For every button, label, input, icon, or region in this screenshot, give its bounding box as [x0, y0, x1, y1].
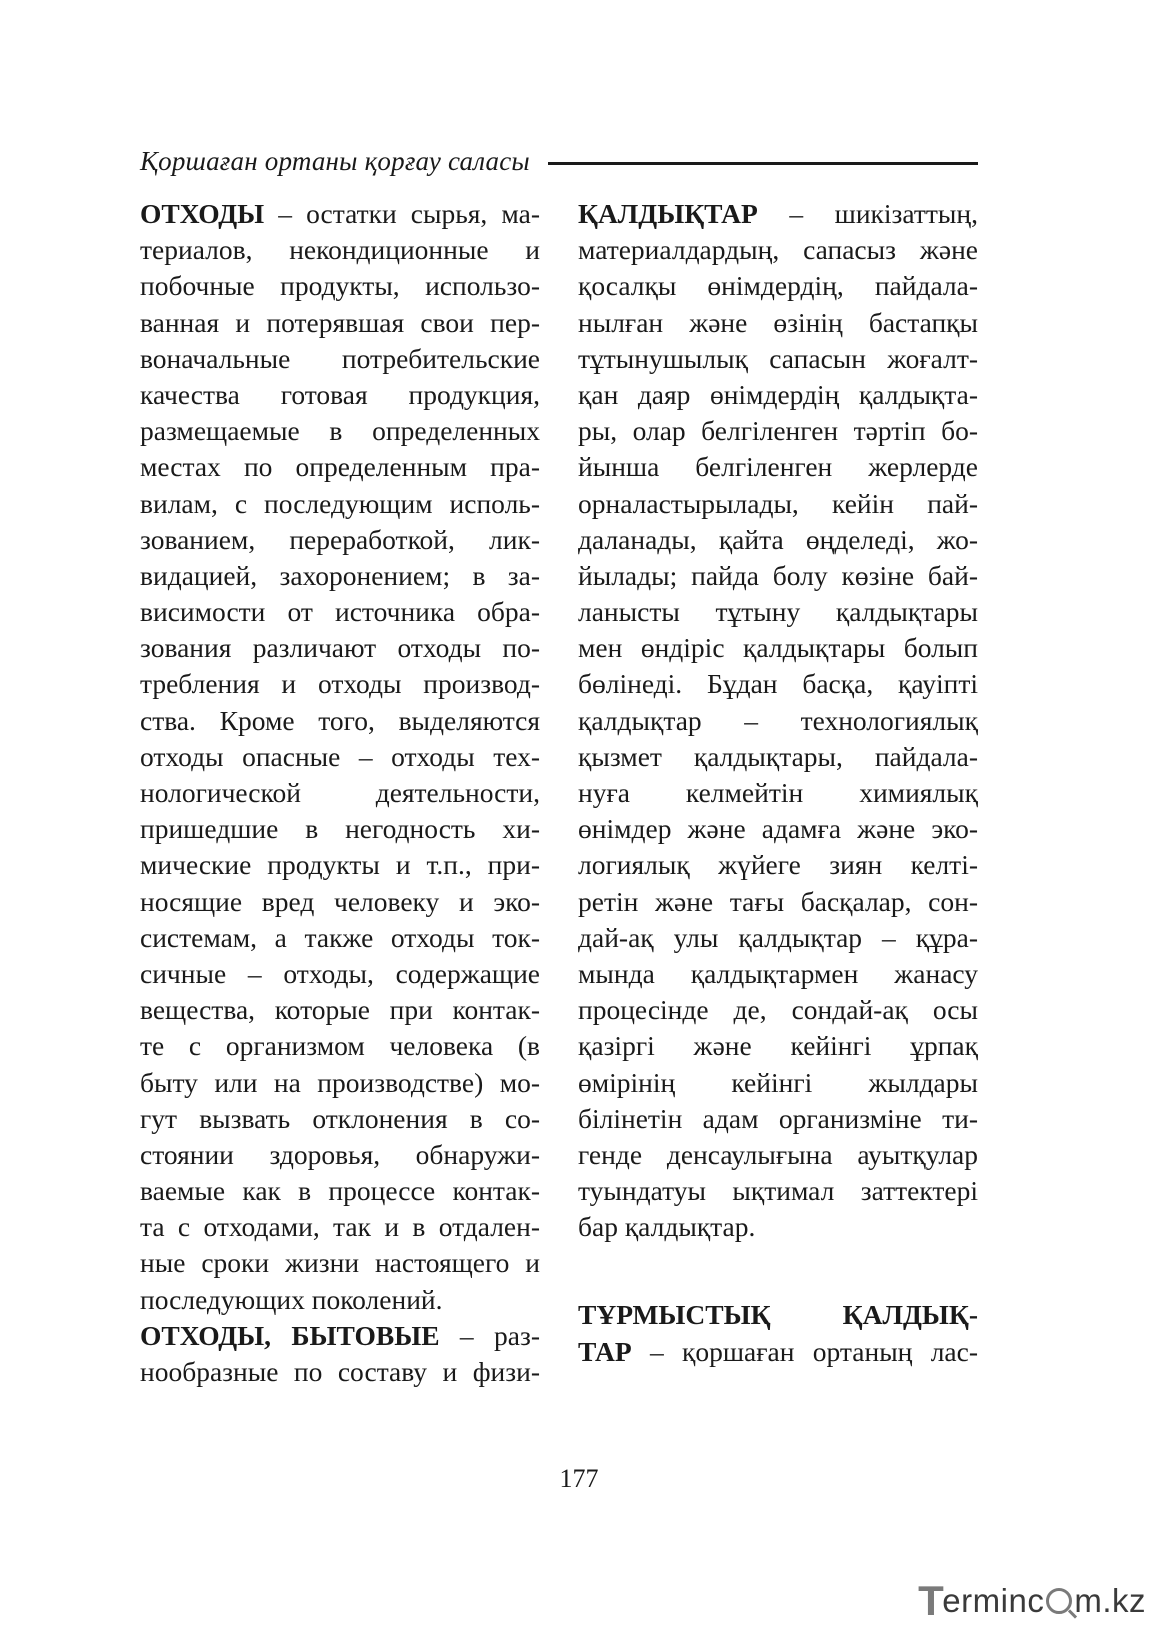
- entry-line: размещаемые в определенных: [140, 415, 540, 447]
- entry-line: отходы опасные – отходы тех-: [140, 740, 540, 772]
- entry-line: носящие вред человеку и эко-: [140, 885, 540, 917]
- entry-line: мен өндіріс қалдықтары болып: [578, 632, 978, 664]
- entry-line: бөлінеді. Бұдан басқа, қауіпті: [578, 668, 978, 700]
- entry-line: зования различают отходы по-: [140, 632, 540, 664]
- entry-line: мында қалдықтармен жанасу: [578, 957, 978, 989]
- entry-line: тұтынушылық сапасын жоғалт-: [578, 342, 978, 374]
- entry-line: местах по определенным пра-: [140, 451, 540, 483]
- header-rule: [548, 162, 978, 165]
- entry-line: ОТХОДЫ, БЫТОВЫЕ – раз-: [140, 1319, 540, 1351]
- left-column: [140, 196, 540, 1390]
- entry-line: вещества, которые при контак-: [140, 994, 540, 1026]
- entry-line: требления и отходы производ-: [140, 668, 540, 700]
- entry-line: нуға келмейтін химиялық: [578, 777, 978, 808]
- entry-line: қызмет қалдықтары, пайдала-: [578, 740, 978, 772]
- entry-term: ТАР: [578, 1335, 632, 1367]
- entry-line: нологической деятельности,: [140, 777, 540, 808]
- entry-line: орналастырылады, кейін пай-: [578, 487, 978, 519]
- watermark-text: erminc: [942, 1582, 1045, 1619]
- entry-line: нылған және өзінің бастапқы: [578, 306, 978, 338]
- entry-line: ры, олар белгіленген тәртіп бо-: [578, 415, 978, 447]
- entry-line: ТАР – қоршаған ортаның лас-: [578, 1335, 978, 1367]
- entry-line: побочные продукты, использо-: [140, 270, 540, 302]
- entry-line: те с организмом человека (в: [140, 1030, 540, 1062]
- entry-line: йылады; пайда болу көзіне бай-: [578, 559, 978, 591]
- entry-line: өнімдер және адамға және эко-: [578, 813, 978, 845]
- entry-spacer: [578, 1245, 978, 1297]
- page-number: 177: [559, 1464, 599, 1493]
- entry-line: ретін және тағы басқалар, сон-: [578, 885, 978, 917]
- entry-line: нообразные по составу и физи-: [140, 1356, 540, 1387]
- termincom-watermark: [918, 1577, 1146, 1625]
- magnifier-icon: [1046, 1588, 1072, 1614]
- entry-line: генде денсаулығына ауытқулар: [578, 1138, 978, 1170]
- entry-line: териалов, некондиционные и: [140, 234, 540, 266]
- right-column: [578, 196, 978, 1370]
- entry-line: бар қалдықтар.: [578, 1211, 756, 1243]
- entry-line: гут вызвать отклонения в со-: [140, 1102, 540, 1134]
- entry-line: ства. Кроме того, выделяются: [140, 704, 540, 736]
- entry-line: қосалқы өнімдердің, пайдала-: [578, 270, 978, 302]
- entry-line: системам, а также отходы ток-: [140, 921, 540, 953]
- entry-line: материалдардың, сапасыз және: [578, 234, 978, 266]
- entry-line: қазіргі және кейінгі ұрпақ: [578, 1030, 978, 1062]
- entry-line: ваемые как в процессе контак-: [140, 1175, 540, 1207]
- entry-line: зованием, переработкой, лик-: [140, 523, 540, 555]
- entry-line: йынша белгіленген жерлерде: [578, 451, 978, 483]
- entry-line: ҚАЛДЫҚТАР – шикізаттың,: [578, 198, 978, 229]
- entry-line: последующих поколений.: [140, 1283, 443, 1315]
- entry-line: стоянии здоровья, обнаружи-: [140, 1138, 540, 1170]
- entry-line: өмірінің кейінгі жылдары: [578, 1066, 978, 1098]
- entry-line: мические продукты и т.п., при-: [140, 849, 540, 881]
- running-header-title: Қоршаған ортаны қорғау саласы: [140, 146, 530, 176]
- entry-line: даланады, қайта өңделеді, жо-: [578, 523, 978, 555]
- entry-line: ланысты тұтыну қалдықтары: [578, 596, 978, 628]
- entry-line: висимости от источника обра-: [140, 596, 540, 628]
- watermark-domain: m.kz: [1074, 1582, 1146, 1619]
- entry-line: ные сроки жизни настоящего и: [140, 1247, 540, 1279]
- entry-line: ванная и потерявшая свои пер-: [140, 306, 540, 338]
- entry-line: қан даяр өнімдердің қалдықта-: [578, 378, 978, 410]
- entry-line: қалдықтар – технологиялық: [578, 704, 978, 736]
- entry-line: качества готовая продукция,: [140, 378, 540, 410]
- entry-line: пришедшие в негодность хи-: [140, 813, 540, 845]
- entry-line: білінетін адам организміне ти-: [578, 1102, 978, 1134]
- entry-line: туындатуы ықтимал заттектері: [578, 1175, 978, 1207]
- entry-line: процесінде де, сондай-ақ осы: [578, 994, 978, 1026]
- entry-line: логиялық жүйеге зиян келті-: [578, 849, 978, 881]
- entry-term: ОТХОДЫ: [140, 198, 265, 229]
- entry-line: быту или на производстве) мо-: [140, 1066, 540, 1098]
- watermark-logo-letter: T: [918, 1577, 945, 1624]
- entry-line: [578, 1297, 978, 1333]
- entry-line: ОТХОДЫ – остатки сырья, ма-: [140, 198, 540, 229]
- entry-line: та с отходами, так и в отдален-: [140, 1211, 540, 1243]
- entry-line: дай-ақ улы қалдықтар – құра-: [578, 921, 978, 953]
- entry-line: видацией, захоронением; в за-: [140, 559, 540, 591]
- entry-line: сичные – отходы, содержащие: [140, 957, 540, 989]
- running-header: [140, 146, 978, 177]
- entry-line: вилам, с последующим исполь-: [140, 487, 540, 519]
- entry-term: ҚАЛДЫҚТАР: [578, 198, 758, 229]
- entry-term: ОТХОДЫ, БЫТОВЫЕ: [140, 1319, 440, 1351]
- entry-line: воначальные потребительские: [140, 342, 540, 374]
- entry-term: ТҰРМЫСТЫҚ ҚАЛДЫҚ-: [578, 1299, 978, 1331]
